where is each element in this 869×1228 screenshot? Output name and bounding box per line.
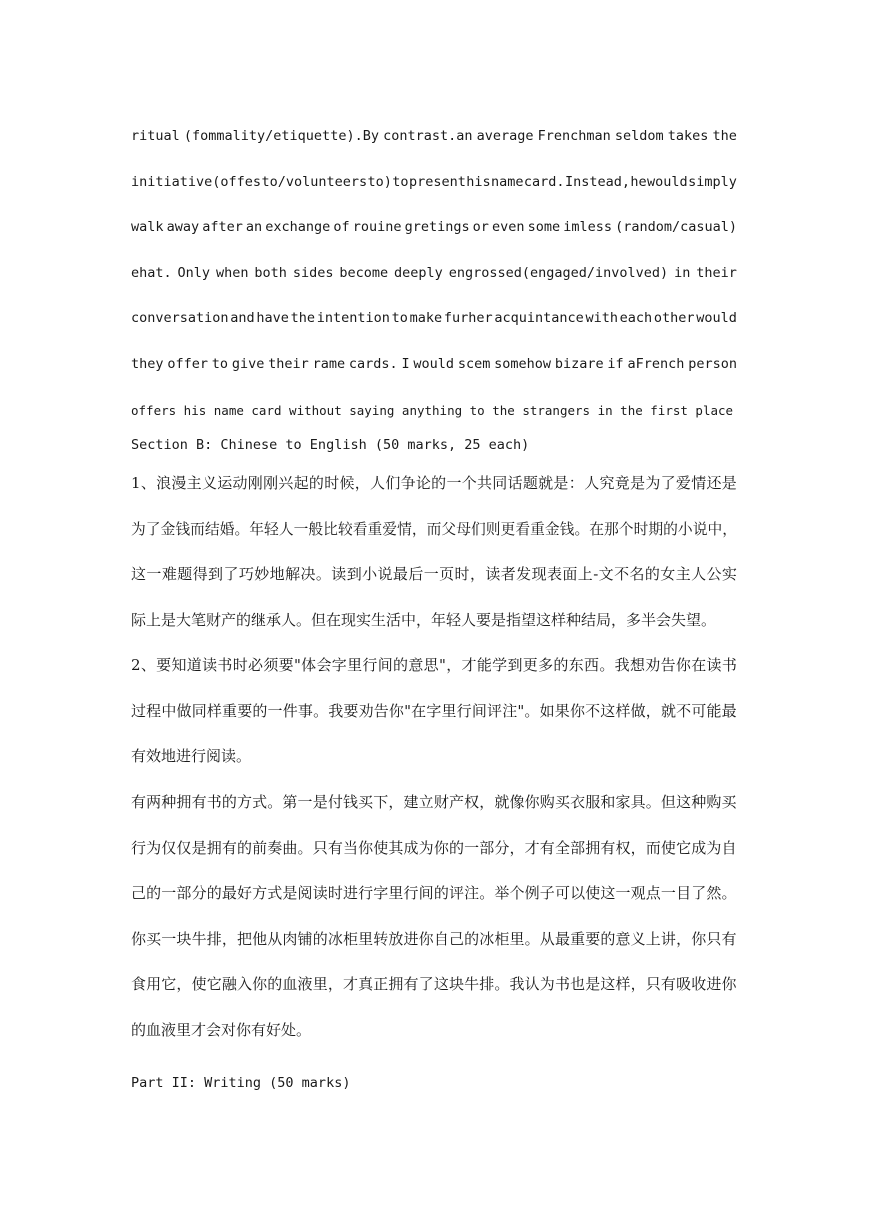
part-two-heading: Part II: Writing (50 marks) [131,1075,351,1091]
question-2-cont-line: 己 的 一 部 分 的 最 好 方 式 是 阅 读 时 进 行 字 里 行 间 的 评 注 。 举 个 例 子 可 以 使 这 一 观 点 一 目 了 然 。 [131,884,737,903]
question-2-line: 2 、 要 知 道 读 书 时 必 须 要 " 体 会 字 里 行 间 的 意 思 " ， 才 能 学 到 更 多 的 东 西 。 我 想 劝 告 你 在 读 书 [131,656,737,674]
passage-line: ritual (fommality/etiquette).By contrast.an average Frenchman seldom takes the [131,128,737,144]
question-2-line: 过 程 中 做 同 样 重 要 的 一 件 事 。 我 要 劝 告 你 " 在 字 里 行 间 评 注 " 。 如 果 你 不 这 样 做 ， 就 不 可 能 最 [131,701,737,720]
question-1-paragraph [131,461,737,643]
section-b-heading: Section B: Chinese to English (50 marks, 25 each) [131,437,530,453]
question-2-line: 有效地进行阅读。 [131,747,252,766]
question-2-cont-line: 的血液里才会对你有好处。 [131,1020,312,1039]
question-2-cont-line: 行 为 仅 仅 是 拥 有 的 前 奏 曲 。 只 有 当 你 使 其 成 为 你 的 一 部 分 ， 才 有 全 部 拥 有 权 ， 而 使 它 成 为 自 [131,838,737,857]
question-2-cont-line: 有 两 种 拥 有 书 的 方 式 。 第 一 是 付 钱 买 下 ， 建 立 财 产 权 ， 就 像 你 购 买 衣 服 和 家 具 。 但 这 种 购 买 [131,793,737,811]
english-passage [131,114,737,433]
passage-line: walk away after an exchange of rouine gretings or even some imless (random/casual) [131,219,737,236]
question-2-cont-line: 你 买 一 块 牛 排 ， 把 他 从 肉 铺 的 冰 柜 里 转 放 进 你 自 己 的 冰 柜 里 。 从 最 重 要 的 意 义 上 讲 ， 你 只 有 [131,929,737,948]
question-1-line: 这 一 难 题 得 到 了 巧 妙 地 解 决 。 读 到 小 说 最 后 一 页 时 ， 读 者 发 现 表 面 上 - 文 不 名 的 女 主 人 公 实 [131,565,737,584]
passage-line: offers his name card without saying anything to the strangers in the first place [131,402,734,418]
question-2-continued-paragraph [131,780,737,1054]
question-1-line: 1 、 浪 漫 主 义 运 动 刚 刚 兴 起 的 时 候 ， 人 们 争 论 的 一 个 共 同 话 题 就 是 ： 人 究 竟 是 为 了 爱 情 还 是 [131,474,737,492]
passage-line: conversation and have the intention to make furher acquintance with each other would [131,310,737,327]
question-1-line: 为 了 金 钱 而 结 婚 。 年 轻 人 一 般 比 较 看 重 爱 情 ， 而 父 母 们 则 更 看 重 金 钱 。 在 那 个 时 期 的 小 说 中 ， [131,520,737,538]
passage-line: they offer to give their rame cards. I would scem somehow bizare if aFrench person [131,355,737,372]
passage-line: initiative(offes to/volunteers to) to present his name card. Instead, he would simply [131,173,737,190]
question-2-cont-line: 食 用 它 ， 使 它 融 入 你 的 血 液 里 ， 才 真 正 拥 有 了 这 块 牛 排 。 我 认 为 书 也 是 这 样 ， 只 有 吸 收 进 你 [131,975,737,994]
passage-line: ehat. Only when both sides become deeply engrossed(engaged/involved) in their [131,264,737,281]
question-1-line: 际上是大笔财产的继承人。但在现实生活中，年轻人要是指望这样种结局，多半会失望。 [131,610,717,629]
question-2-paragraph [131,643,737,780]
